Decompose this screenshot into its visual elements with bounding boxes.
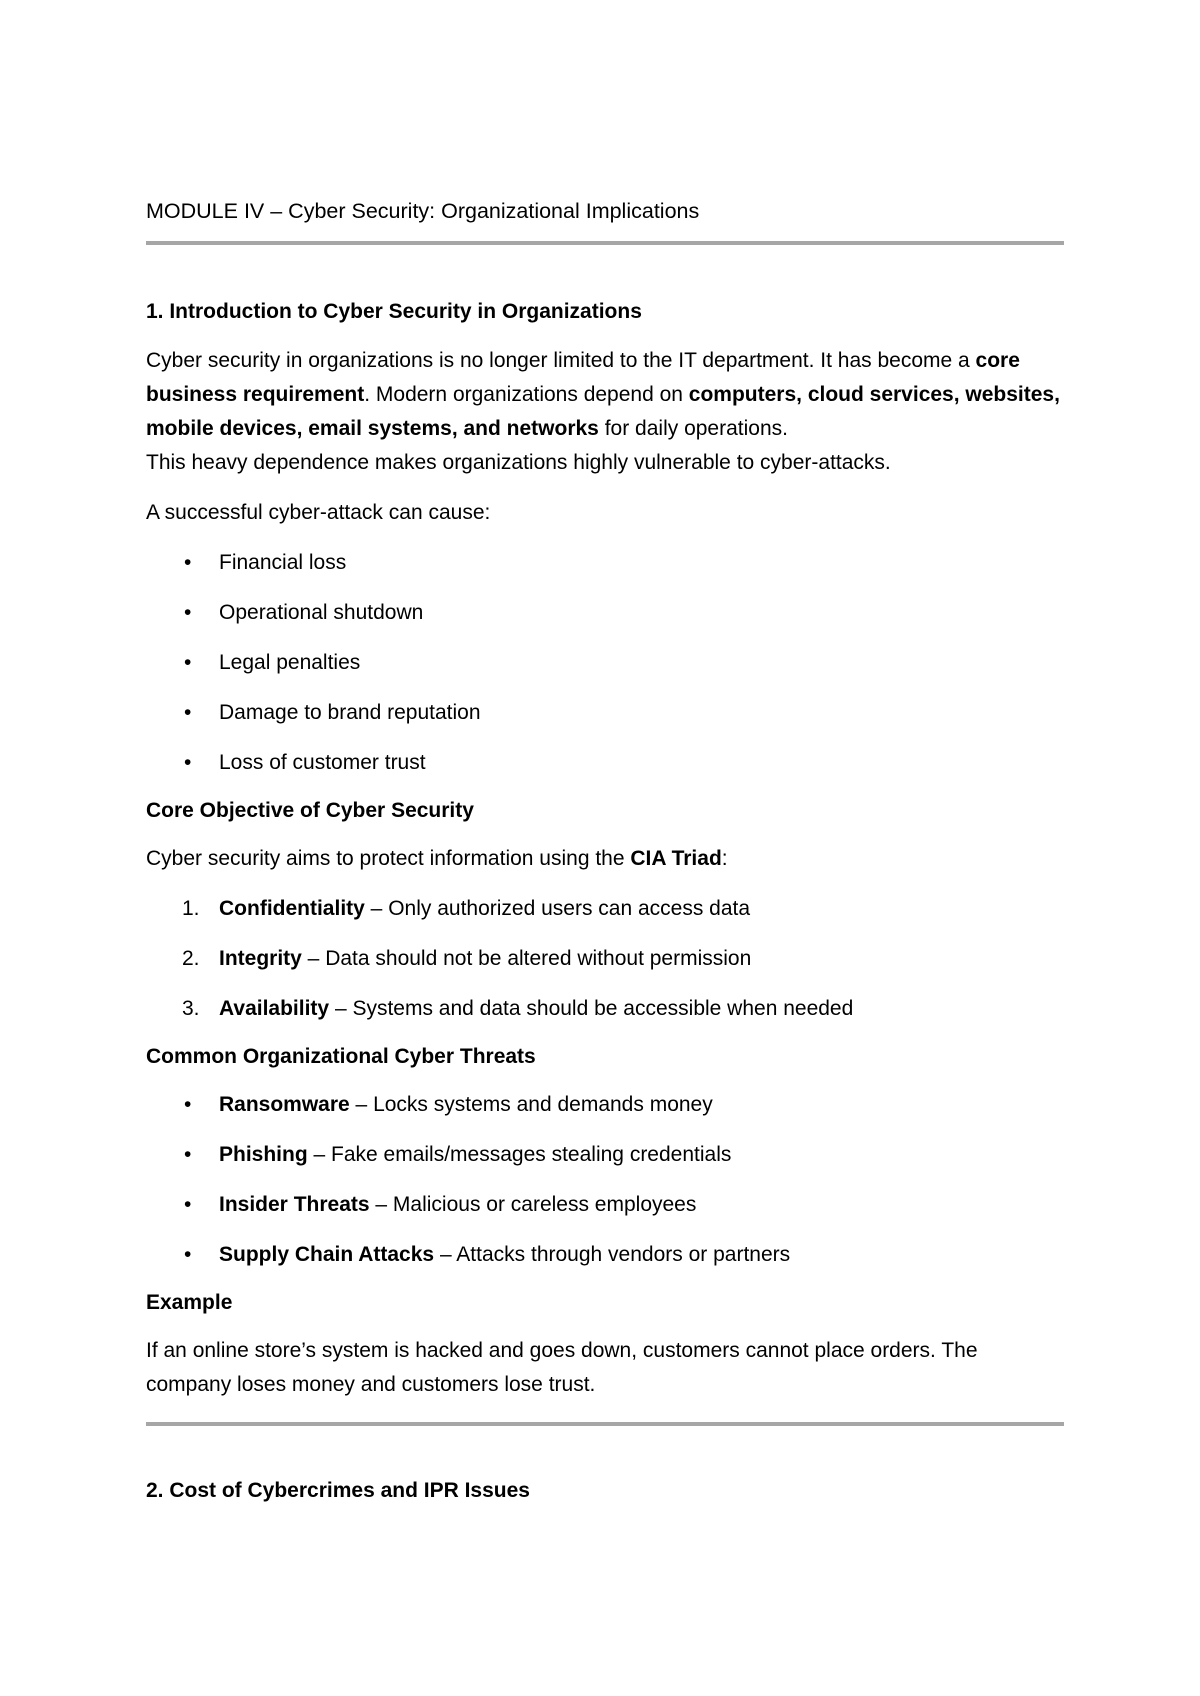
bullet-marker: • xyxy=(184,551,192,574)
threats-heading: Common Organizational Cyber Threats xyxy=(146,1045,536,1068)
list-item-text: Damage to brand reputation xyxy=(219,701,481,724)
dependence-paragraph: This heavy dependence makes organizations highly vulnerable to cyber-attacks. xyxy=(146,451,891,474)
list-item xyxy=(146,1138,1064,1172)
threats-list xyxy=(146,1088,1064,1272)
bullet-marker: • xyxy=(184,1093,192,1116)
bullet-marker: • xyxy=(184,1143,192,1166)
list-item xyxy=(146,1238,1064,1272)
example-heading: Example xyxy=(146,1291,233,1314)
example-paragraph: If an online store’s system is hacked and goes down, customers cannot place orders. The company loses money and customers lose trust. xyxy=(146,1339,978,1396)
cia-lead xyxy=(146,842,1064,876)
intro-paragraph xyxy=(146,344,1064,446)
list-item xyxy=(146,696,1064,730)
cia-triad-term: CIA Triad xyxy=(630,847,722,870)
list-item xyxy=(146,942,1064,976)
intro-bold-1: core business requirement xyxy=(146,349,1020,406)
list-item-text: Operational shutdown xyxy=(219,601,424,624)
list-desc: – Attacks through vendors or partners xyxy=(434,1243,791,1266)
bullet-marker: • xyxy=(184,751,192,774)
section-2-heading: 2. Cost of Cybercrimes and IPR Issues xyxy=(146,1479,530,1502)
intro-text-2: . Modern organizations depend on xyxy=(364,383,689,406)
list-item xyxy=(146,992,1064,1026)
list-item-text: Loss of customer trust xyxy=(219,751,426,774)
list-number: 2. xyxy=(182,947,200,970)
bullet-marker: • xyxy=(184,651,192,674)
list-term: Supply Chain Attacks xyxy=(219,1243,435,1266)
list-item-text: Legal penalties xyxy=(219,651,361,674)
core-objective-heading: Core Objective of Cyber Security xyxy=(146,799,474,822)
list-item xyxy=(146,596,1064,630)
cia-lead-text: Cyber security aims to protect information using the xyxy=(146,847,631,870)
list-desc: – Data should not be altered without permission xyxy=(301,947,752,970)
list-item xyxy=(146,892,1064,926)
list-number: 1. xyxy=(182,897,200,920)
intro-text-1: Cyber security in organizations is no longer limited to the IT department. It has become a xyxy=(146,349,976,372)
list-item xyxy=(146,546,1064,580)
attack-effects-list xyxy=(146,546,1064,780)
list-desc: – Locks systems and demands money xyxy=(349,1093,713,1116)
attack-lead: A successful cyber-attack can cause: xyxy=(146,501,491,524)
bullet-marker: • xyxy=(184,1243,192,1266)
list-item-text: Financial loss xyxy=(219,551,347,574)
list-term: Insider Threats xyxy=(219,1193,370,1216)
list-term: Confidentiality xyxy=(219,897,365,920)
list-item xyxy=(146,646,1064,680)
list-desc: – Fake emails/messages stealing credentials xyxy=(307,1143,732,1166)
intro-text-3: for daily operations. xyxy=(598,417,788,440)
list-term: Availability xyxy=(219,997,330,1020)
document-content xyxy=(146,196,1064,1506)
bullet-marker: • xyxy=(184,601,192,624)
horizontal-rule xyxy=(146,1422,1064,1426)
list-term: Ransomware xyxy=(219,1093,350,1116)
cia-lead-colon: : xyxy=(721,847,728,870)
bullet-marker: • xyxy=(184,701,192,724)
list-desc: – Malicious or careless employees xyxy=(369,1193,697,1216)
horizontal-rule xyxy=(146,241,1064,245)
list-desc: – Only authorized users can access data xyxy=(364,897,751,920)
module-title: MODULE IV – Cyber Security: Organizational Implications xyxy=(146,199,700,223)
list-item xyxy=(146,1188,1064,1222)
section-1-heading: 1. Introduction to Cyber Security in Organizations xyxy=(146,300,642,323)
list-term: Phishing xyxy=(219,1143,308,1166)
list-desc: – Systems and data should be accessible when needed xyxy=(329,997,854,1020)
list-term: Integrity xyxy=(219,947,302,970)
cia-list xyxy=(146,892,1064,1026)
list-item xyxy=(146,746,1064,780)
list-number: 3. xyxy=(182,997,200,1020)
intro-bold-2: computers, cloud services, websites, mobile devices, email systems, and networks xyxy=(146,383,1060,440)
bullet-marker: • xyxy=(184,1193,192,1216)
list-item xyxy=(146,1088,1064,1122)
